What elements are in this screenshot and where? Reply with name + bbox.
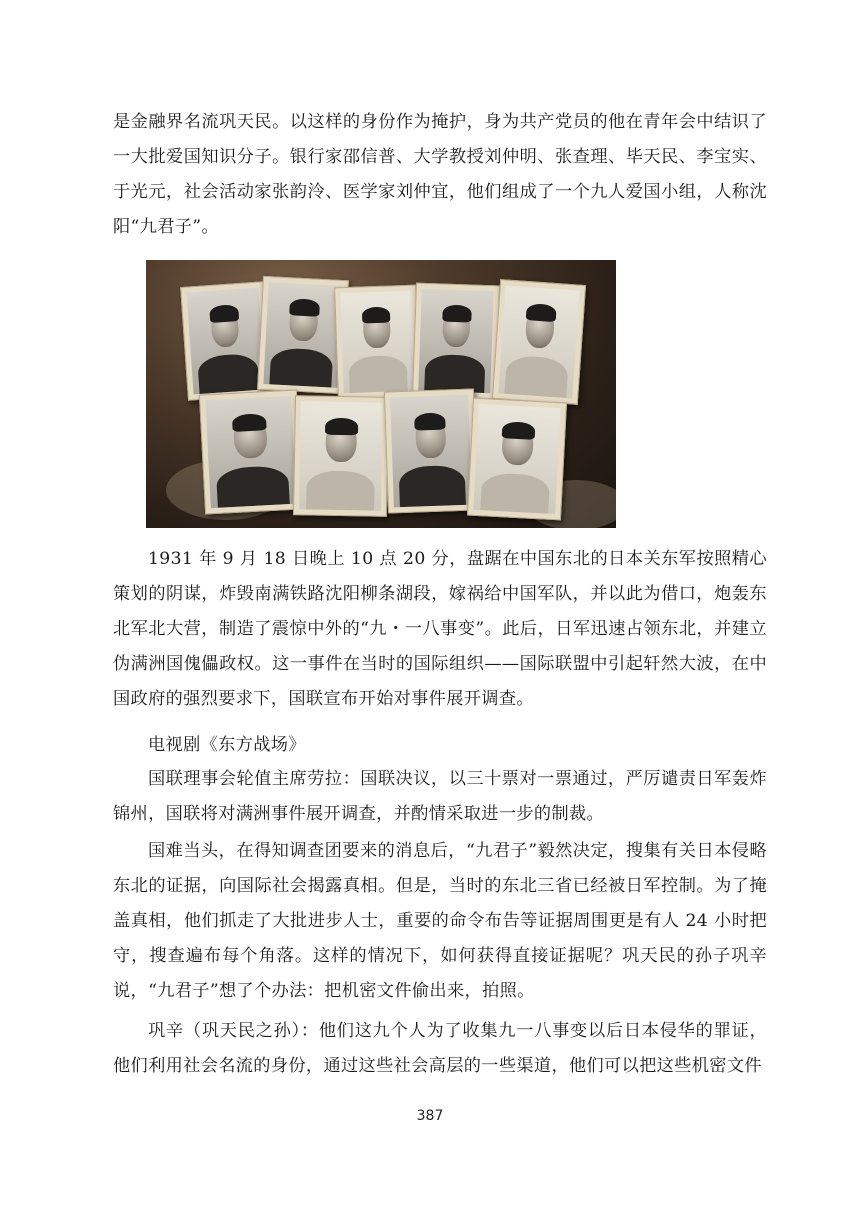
paragraph-sept18-incident: 1931 年 9 月 18 日晚上 10 点 20 分，盘踞在中国东北的日本关东军按照精心策划的阴谋，炸毁南满铁路沈阳柳条湖段，嫁祸给中国军队，并以此为借口，炮轰东北军北大营，制造了震惊中外的“九・一八事变”。此后，日军迅速占领东北，并建立伪满洲国傀儡政权。这一事件在当时的国际组织——国际联盟中引起轩然大波，在中国政府的强烈要求下，国联宣布开始对事件展开调查。 [113,549,767,709]
portrait-photo [293,395,389,517]
paragraph-nine-gentlemen-intro: 是金融界名流巩天民。以这样的身份作为掩护，身为共产党员的他在青年会中结识了一大批爱国知识分子。银行家邵信普、大学教授刘仲明、张查理、毕天民、李宝实、于光元，社会活动家张韵泠、医学家刘仲宜，他们组成了一个九人爱国小组，人称沈阳“九君子”。 [113,112,767,237]
portrait-photo [334,285,420,400]
paragraph-league-resolution: 国联理事会轮值主席劳拉：国联决议，以三十票对一票通过，严厉谴责日军轰炸锦州，国联将对满洲事件展开调查，并酌情采取进一步的制裁。 [113,769,767,824]
portrait-photo [384,388,478,513]
paragraph-gather-evidence: 国难当头，在得知调查团要来的消息后，“九君子”毅然决定，搜集有关日本侵略东北的证据，向国际社会揭露真相。但是，当时的东北三省已经被日军控制。为了掩盖真相，他们抓走了大批进步人士，重要的命令布告等证据周围更是有人 24 小时把守，搜查遍布每个角落。这样的情况下，如何获得直接证据呢？巩天民的孙子巩辛说，“九君子”想了个办法：把机密文件偷出来，拍照。 [113,841,767,1001]
paragraph-gong-xin-quote: 巩辛（巩天民之孙）：他们这九个人为了收集九一八事变以后日本侵华的罪证，他们利用社会名流的身份，通过这些社会高层的一些渠道，他们可以把这些机密文件 [113,1021,767,1076]
nine-gentlemen-portrait-collage [146,260,616,528]
portrait-photo [412,283,500,400]
portrait-photo [199,390,303,515]
portrait-photo [467,398,567,521]
portrait-photo [492,279,586,405]
paragraph-tv-series-title: 电视剧《东方战场》 [148,735,306,755]
page-number: 387 [416,1108,444,1124]
